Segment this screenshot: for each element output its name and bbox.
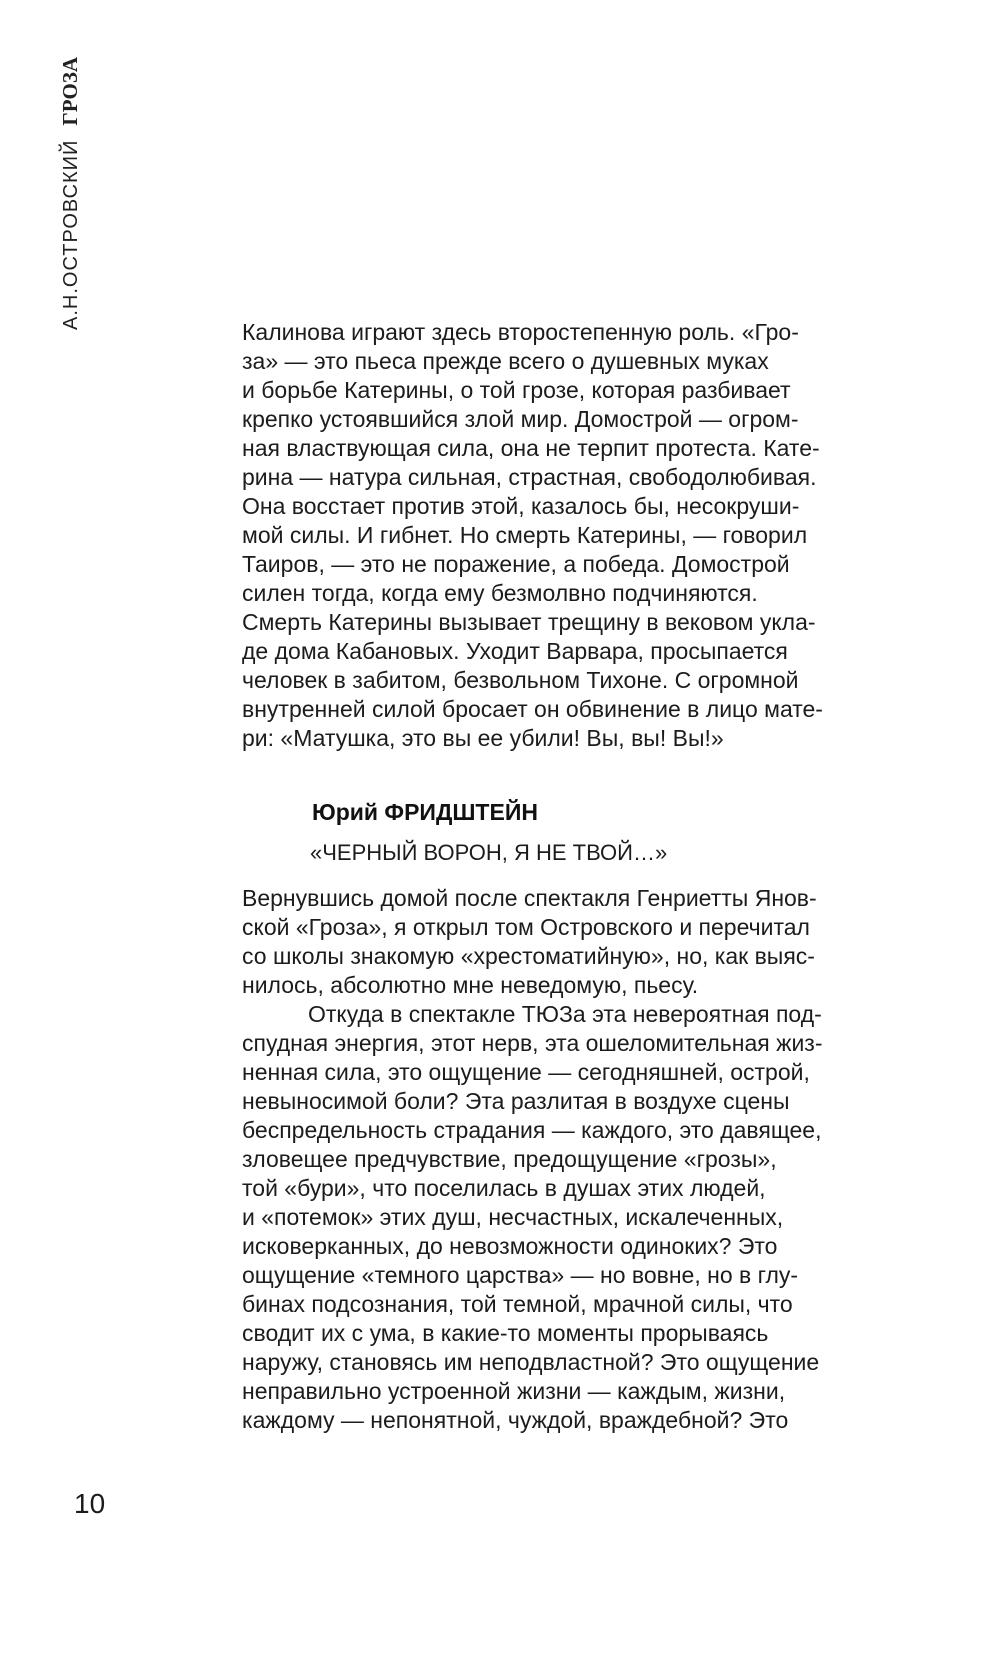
running-header-title: ГРОЗА [58,56,82,126]
text-line: беспредельность страдания — каждого, это давящее, [242,1117,822,1143]
text-line: сводит их с ума, в какие-то моменты прорываясь [242,1320,769,1346]
article-title: «ЧЕРНЫЙ ВОРОН, Я НЕ ТВОЙ…» [310,840,668,865]
text-line: со школы знакомую «хрестоматийную», но, как выяс- [242,943,815,969]
text-line: исковерканных, до невозможности одиноких? Это [242,1233,778,1259]
text-line: спудная энергия, этот нерв, эта ошеломительная жиз- [242,1030,823,1056]
text-line: человек в забитом, безвольном Тихоне. С огромной [242,667,799,693]
text-line: силен тогда, когда ему безмолвно подчиняются. [242,580,758,606]
text-line: и борьбе Катерины, о той грозе, которая разбивает [242,377,791,403]
text-line: бинах подсознания, той темной, мрачной силы, что [242,1291,793,1317]
text-line: де дома Кабановых. Уходит Варвара, просыпается [242,638,788,664]
text-line: ненная сила, это ощущение — сегодняшней, острой, [242,1059,810,1085]
text-line: внутренней силой бросает он обвинение в лицо мате- [242,696,823,722]
text-line: Вернувшись домой после спектакля Генриетты Янов- [242,885,817,911]
text-line: ная властвующая сила, она не терпит протеста. Кате- [242,435,820,461]
text-line: Откуда в спектакле ТЮЗа эта невероятная под- [308,1001,822,1027]
text-line: ской «Гроза», я открыл том Островского и перечитал [242,914,810,940]
text-line: Калинова играют здесь второстепенную роль. «Гро- [242,319,799,345]
text-line: крепко устоявшийся злой мир. Домострой — огром- [242,406,799,432]
running-header [58,57,83,330]
text-line: наружу, становясь им неподвластной? Это ощущение [242,1349,820,1375]
text-line: Она восстает против этой, казалось бы, несокруши- [242,493,800,519]
paragraph-2-3 [242,884,872,1435]
text-line: Таиров, — это не поражение, а победа. Домострой [242,551,790,577]
text-line: ощущение «темного царства» — но вовне, но в глу- [242,1262,799,1288]
text-line: зловещее предчувствие, предощущение «грозы», [242,1146,777,1172]
text-line: неправильно устроенной жизни — каждым, жизни, [242,1378,786,1404]
text-line: той «бури», что поселилась в душах этих людей, [242,1175,766,1201]
text-line: за» — это пьеса прежде всего о душевных муках [242,348,769,374]
running-header-author: А.Н.ОСТРОВСКИЙ [60,139,82,330]
text-line: мой силы. И гибнет. Но смерть Катерины, — говорил [242,522,808,548]
text-line: нилось, абсолютно мне неведомую, пьесу. [242,972,699,998]
page-number: 10 [74,1488,106,1519]
text-line: невыносимой боли? Эта разлитая в воздухе сцены [242,1088,790,1114]
text-line: ри: «Матушка, это вы ее убили! Вы, вы! Вы!» [242,725,724,751]
paragraph-1 [242,318,872,753]
text-line: каждому — непонятной, чуждой, враждебной? Это [242,1407,789,1433]
text-line: и «потемок» этих душ, несчастных, искалеченных, [242,1204,784,1230]
author-heading: Юрий ФРИДШТЕЙН [312,799,538,825]
text-line: рина — натура сильная, страстная, свободолюбивая. [242,464,817,490]
text-line: Смерть Катерины вызывает трещину в вековом укла- [242,609,816,635]
